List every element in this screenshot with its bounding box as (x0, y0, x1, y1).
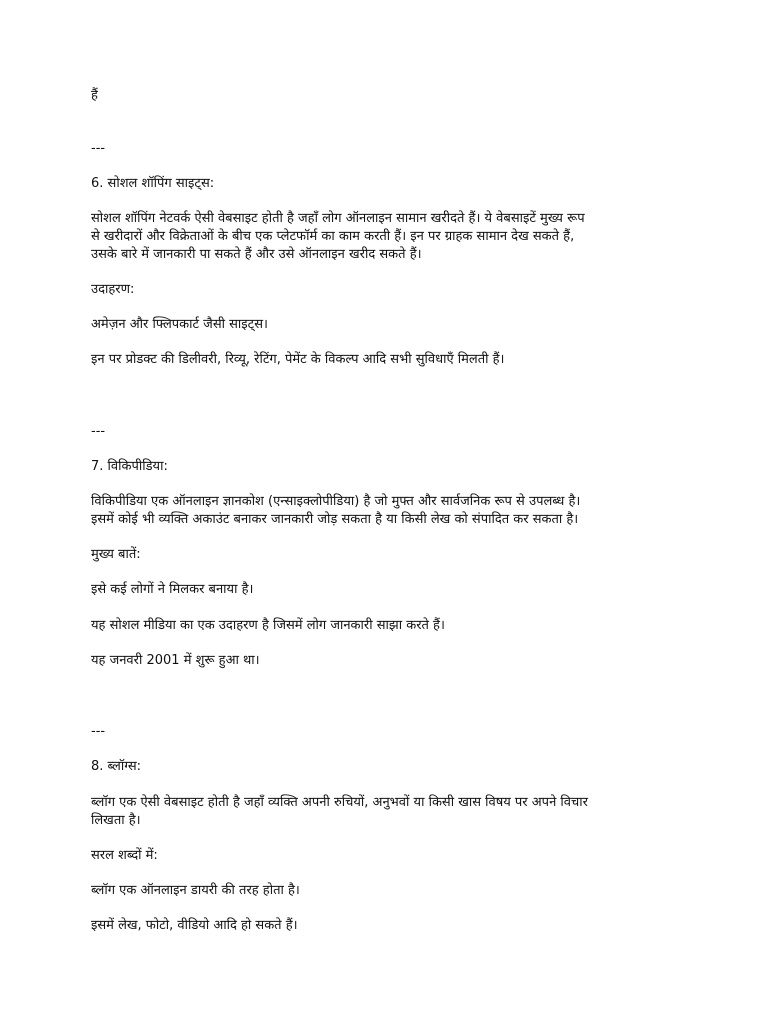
paragraph-line: अमेज़न और फ्लिपकार्ट जैसी साइट्स। (91, 317, 268, 332)
paragraph-line: विकिपीडिया एक ऑनलाइन ज्ञानकोश (एन्साइक्लोपीडिया) है जो मुफ्त और सार्वजनिक रूप से उपलब्ध है। (91, 494, 581, 509)
subheading: उदाहरण: (91, 282, 135, 297)
paragraph-line: इसे कई लोगों ने मिलकर बनाया है। (91, 582, 254, 597)
paragraph-line: यह सोशल मीडिया का एक उदाहरण है जिसमें लोग जानकारी साझा करते हैं। (91, 618, 445, 633)
section-heading: 8. ब्लॉग्स: (91, 759, 142, 774)
paragraph-line: सोशल शॉपिंग नेटवर्क ऐसी वेबसाइट होती है जहाँ लोग ऑनलाइन सामान खरीदते हैं। ये वेबसाइटें मुख्य रूप (91, 211, 585, 226)
paragraph-line: ब्लॉग एक ऐसी वेबसाइट होती है जहाँ व्यक्ति अपनी रुचियों, अनुभवों या किसी खास विषय पर अपने विचार (91, 795, 588, 810)
paragraph-line: लिखता है। (91, 813, 141, 828)
paragraph-line: से खरीदारों और विक्रेताओं के बीच एक प्लेटफॉर्म का काम करती हैं। इन पर ग्राहक सामान देख सकते हैं, (91, 229, 575, 244)
subheading: सरल शब्दों में: (91, 848, 158, 863)
paragraph-line: उसके बारे में जानकारी पा सकते हैं और उसे ऑनलाइन खरीद सकते हैं। (91, 247, 422, 262)
section-divider: --- (91, 424, 106, 439)
paragraph-line: इसमें कोई भी व्यक्ति अकाउंट बनाकर जानकारी जोड़ सकता है या किसी लेख को संपादित कर सकता है। (91, 512, 579, 527)
paragraph-line: यह जनवरी 2001 में शुरू हुआ था। (91, 653, 260, 668)
subheading: मुख्य बातें: (91, 547, 141, 562)
section-divider: --- (91, 724, 106, 739)
text-line: हैं (91, 88, 98, 103)
section-heading: 6. सोशल शॉपिंग साइट्स: (91, 176, 215, 191)
paragraph-line: इन पर प्रोडक्ट की डिलीवरी, रिव्यू, रेटिंग, पेमेंट के विकल्प आदि सभी सुविधाएँ मिलती हैं। (91, 352, 505, 367)
paragraph-line: ब्लॉग एक ऑनलाइन डायरी की तरह होता है। (91, 883, 300, 898)
section-heading: 7. विकिपीडिया: (91, 459, 168, 474)
paragraph-line: इसमें लेख, फोटो, वीडियो आदि हो सकते हैं। (91, 918, 298, 933)
section-divider: --- (91, 141, 106, 156)
